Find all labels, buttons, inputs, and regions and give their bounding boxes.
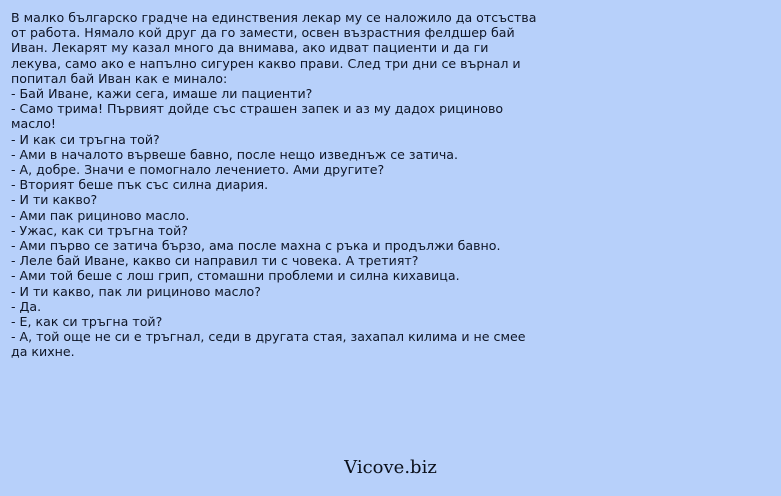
joke-line: - Ами в началото вървеше бавно, после нещо изведнъж се затича. bbox=[11, 146, 459, 162]
joke-line: - Ужас, как си тръгна той? bbox=[11, 222, 188, 238]
joke-line: - Да. bbox=[11, 298, 42, 314]
joke-line: от работа. Нямало кой друг да го замести, освен възрастния фелдшер бай bbox=[11, 25, 515, 41]
joke-line: - Само трима! Първият дойде със страшен запек и аз му дадох рициново bbox=[11, 101, 504, 117]
joke-line: - Ами първо се затича бързо, ама после махна с ръка и продължи бавно. bbox=[11, 238, 501, 254]
joke-line: - Е, как си тръгна той? bbox=[11, 314, 163, 330]
site-name: Vicove.biz bbox=[344, 457, 437, 478]
joke-line: - А, той още не си е тръгнал, седи в другата стая, захапал килима и не смее bbox=[11, 329, 526, 345]
joke-line: - И ти какво, пак ли рициново масло? bbox=[11, 283, 261, 299]
joke-line: - Ами пак рициново масло. bbox=[11, 207, 190, 223]
joke-line: - Вторият беше пък със силна диария. bbox=[11, 177, 269, 193]
joke-line: - А, добре. Значи е помогнало лечението. Ами другите? bbox=[11, 162, 385, 178]
joke-text bbox=[11, 10, 567, 360]
joke-line: Иван. Лекарят му казал много да внимава, ако идват пациенти и да ги bbox=[11, 40, 489, 56]
joke-line: масло! bbox=[11, 116, 56, 132]
joke-line: - И ти какво? bbox=[11, 192, 98, 208]
joke-line: да кихне. bbox=[11, 344, 75, 360]
joke-line: - Бай Иване, кажи сега, имаше ли пациенти? bbox=[11, 86, 313, 102]
site-footer bbox=[0, 456, 781, 480]
joke-line: - Ами той беше с лош грип, стомашни проблеми и силна кихавица. bbox=[11, 268, 460, 284]
joke-line: лекува, само ако е напълно сигурен какво прави. След три дни се върнал и bbox=[11, 55, 521, 71]
joke-line: - Леле бай Иване, какво си направил ти с човека. А третият? bbox=[11, 253, 419, 269]
joke-line: попитал бай Иван как е минало: bbox=[11, 70, 228, 86]
joke-line: - И как си тръгна той? bbox=[11, 131, 160, 147]
joke-line: В малко българско градче на единствения лекар му се наложило да отсъства bbox=[11, 10, 537, 25]
